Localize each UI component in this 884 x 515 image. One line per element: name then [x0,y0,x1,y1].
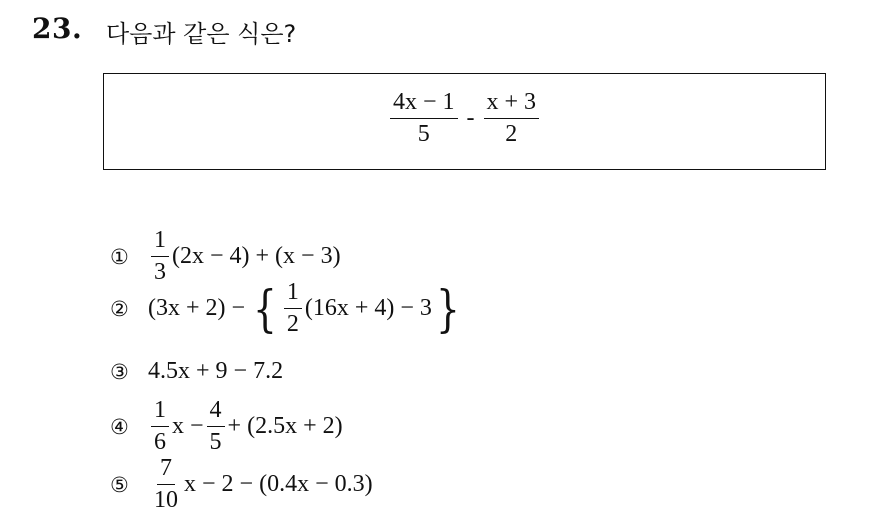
given-expression [104,90,825,147]
given-fraction-1-numerator: 4x − 1 [390,90,458,119]
given-fraction-2 [484,90,540,147]
given-expression-box [103,73,826,170]
choice-1-expression [148,228,341,285]
choice-5-numerator: 7 [157,456,175,485]
choice-4-rest: + (2.5x + 2) [227,413,343,440]
choice-2-left-brace: { [253,279,277,338]
choice-3-label: ③ [110,359,129,384]
choice-2-rest: (16x + 4) − 3 [304,295,432,322]
choice-2-expression [148,280,464,337]
choice-1-label: ① [110,244,129,269]
choice-5-expression [148,456,373,513]
choice-2-numerator: 1 [284,280,302,309]
choice-5[interactable] [110,456,373,513]
choice-3-expression: 4.5x + 9 − 7.2 [148,358,284,384]
given-fraction-2-numerator: x + 3 [484,90,540,119]
choice-4-numerator-2: 4 [207,398,225,427]
question-prompt: 다음과 같은 식은? [106,20,297,48]
choice-4-numerator-1: 1 [151,398,169,427]
choice-4-denominator-2: 5 [209,429,222,456]
question-number: 23. [32,12,83,45]
given-fraction-1-denominator: 5 [417,121,430,148]
given-fraction-2-denominator: 2 [505,121,518,148]
choice-1-rest: (2x − 4) + (x − 3) [172,243,341,270]
choice-2-denominator: 2 [286,311,299,338]
choice-4-fraction-1 [151,398,169,455]
given-operator: - [466,105,475,132]
given-fraction-1 [390,90,458,147]
choice-2-fraction [284,280,302,337]
choice-4[interactable] [110,398,343,455]
choice-2-label: ② [110,296,129,321]
choice-1[interactable] [110,228,341,285]
choice-4-expression [148,398,343,455]
choice-3[interactable] [110,358,283,385]
choice-4-label: ④ [110,414,129,439]
choice-4-fraction-2 [207,398,225,455]
choice-5-denominator: 10 [154,487,178,514]
choice-2-prefix: (3x + 2) − [148,295,246,322]
choice-5-label: ⑤ [110,472,129,497]
choice-4-middle: x − [172,413,204,440]
choice-1-fraction [151,228,169,285]
choice-1-numerator: 1 [151,228,169,257]
choice-5-rest: x − 2 − (0.4x − 0.3) [184,471,373,498]
choice-2-right-brace: } [435,279,460,338]
choice-1-denominator: 3 [154,259,166,286]
choice-4-denominator-1: 6 [154,429,166,456]
choice-2[interactable] [110,280,464,337]
choice-5-fraction [151,456,181,513]
